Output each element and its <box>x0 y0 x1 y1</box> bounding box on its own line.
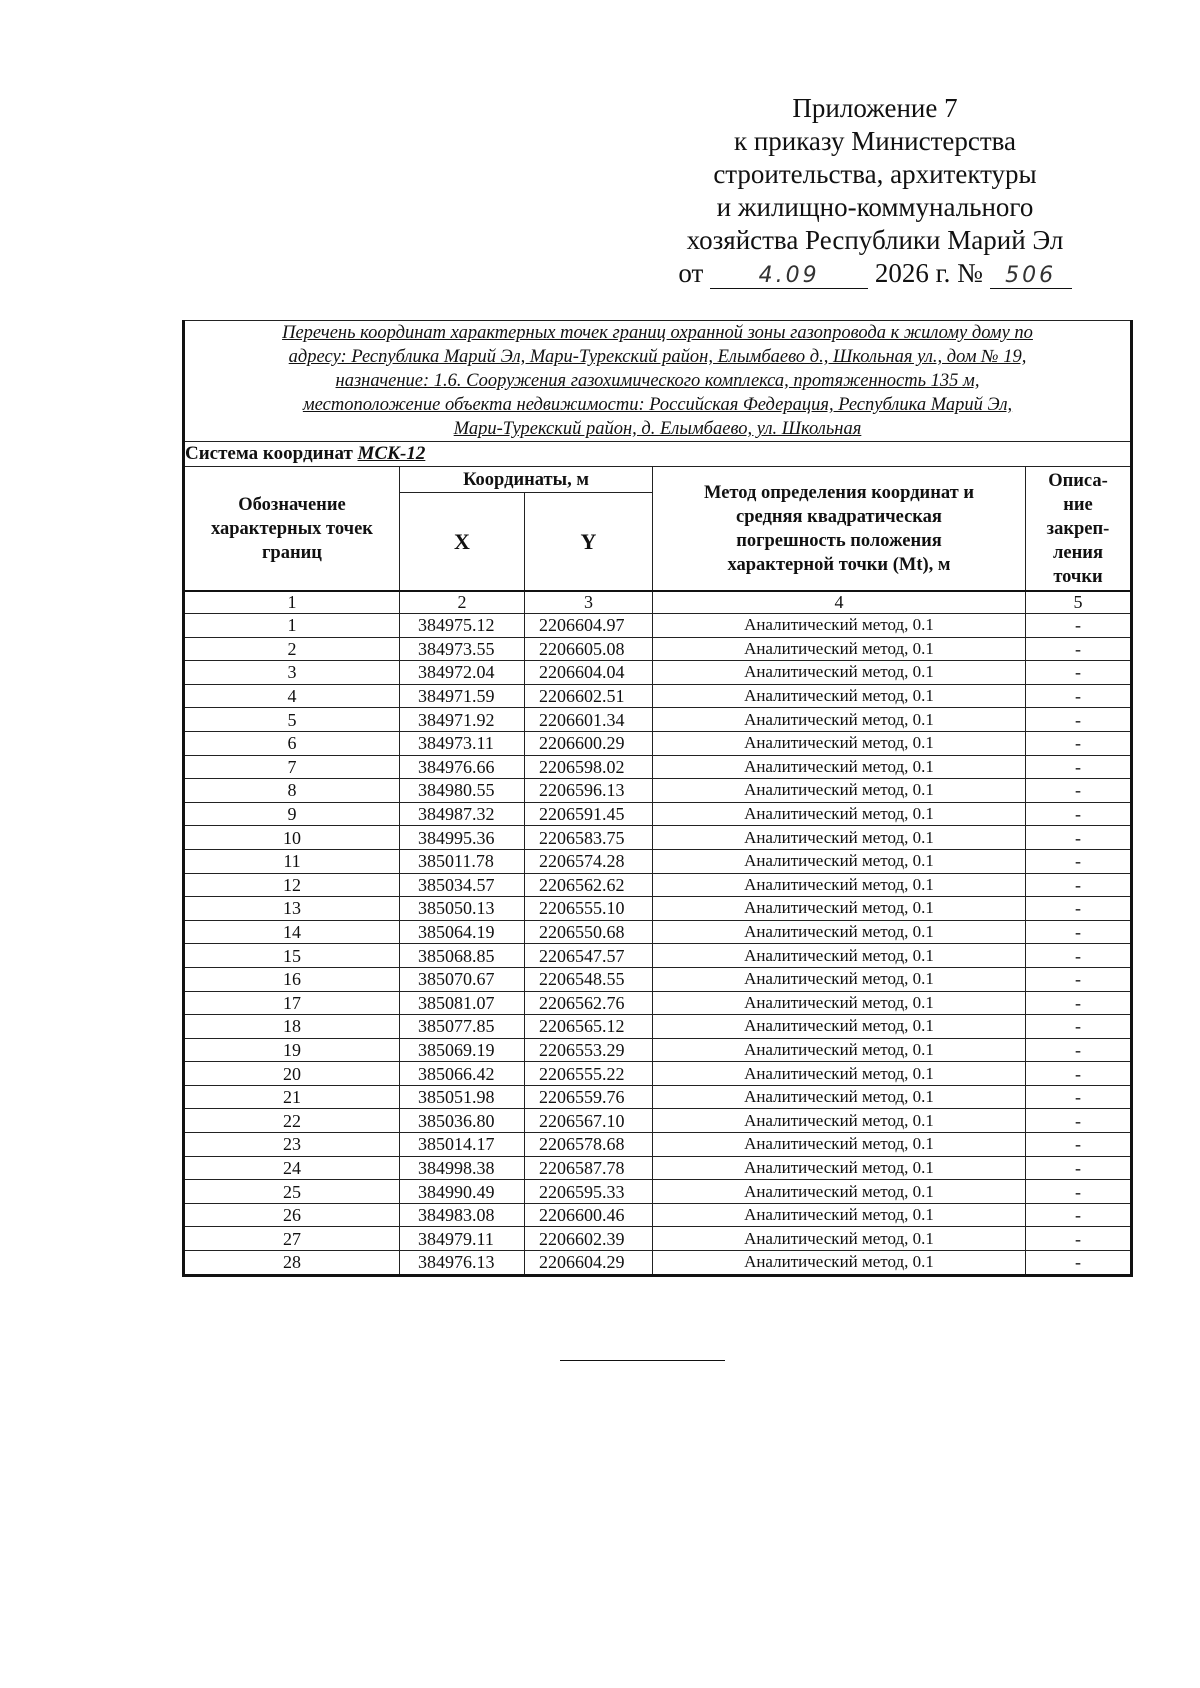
x-coordinate-cell: 385066.42 <box>400 1062 525 1086</box>
table-row <box>184 1109 1132 1133</box>
header-point-designation: Обозначение характерных точек границ <box>184 467 400 592</box>
table-row <box>184 920 1132 944</box>
description-cell: - <box>1026 731 1132 755</box>
method-cell: Аналитический метод, 0.1 <box>653 920 1026 944</box>
point-number-cell: 25 <box>184 1180 400 1204</box>
x-coordinate-cell: 385014.17 <box>400 1133 525 1157</box>
method-cell: Аналитический метод, 0.1 <box>653 1109 1026 1133</box>
description-cell: - <box>1026 826 1132 850</box>
x-coordinate-cell: 385077.85 <box>400 1015 525 1039</box>
x-coordinate-cell: 384972.04 <box>400 661 525 685</box>
description-cell: - <box>1026 967 1132 991</box>
x-coordinate-cell: 384998.38 <box>400 1156 525 1180</box>
point-number-cell: 7 <box>184 755 400 779</box>
method-cell: Аналитический метод, 0.1 <box>653 849 1026 873</box>
method-cell: Аналитический метод, 0.1 <box>653 755 1026 779</box>
description-cell: - <box>1026 1062 1132 1086</box>
table-row <box>184 1203 1132 1227</box>
table-row <box>184 1062 1132 1086</box>
table-title-line: адресу: Республика Марий Эл, Мари-Турекский район, Елымбаево д., Школьная ул., дом № 19, <box>288 347 1027 367</box>
x-coordinate-cell: 385068.85 <box>400 944 525 968</box>
y-coordinate-cell: 2206565.12 <box>525 1015 653 1039</box>
column-number: 4 <box>653 591 1026 614</box>
method-cell: Аналитический метод, 0.1 <box>653 1227 1026 1251</box>
table-row <box>184 897 1132 921</box>
method-cell: Аналитический метод, 0.1 <box>653 731 1026 755</box>
y-coordinate-cell: 2206555.10 <box>525 897 653 921</box>
table-row <box>184 637 1132 661</box>
description-cell: - <box>1026 1038 1132 1062</box>
ministry-line-3: хозяйства Республики Марий Эл <box>686 225 1064 255</box>
method-cell: Аналитический метод, 0.1 <box>653 1133 1026 1157</box>
x-coordinate-cell: 385070.67 <box>400 967 525 991</box>
description-cell: - <box>1026 897 1132 921</box>
point-number-cell: 17 <box>184 991 400 1015</box>
method-cell: Аналитический метод, 0.1 <box>653 1156 1026 1180</box>
description-cell: - <box>1026 1251 1132 1276</box>
table-row <box>184 779 1132 803</box>
handwritten-date: 4.09 <box>758 263 820 288</box>
method-cell: Аналитический метод, 0.1 <box>653 708 1026 732</box>
x-coordinate-cell: 384990.49 <box>400 1180 525 1204</box>
method-cell: Аналитический метод, 0.1 <box>653 873 1026 897</box>
method-cell: Аналитический метод, 0.1 <box>653 826 1026 850</box>
point-number-cell: 13 <box>184 897 400 921</box>
description-cell: - <box>1026 920 1132 944</box>
point-number-cell: 15 <box>184 944 400 968</box>
method-cell: Аналитический метод, 0.1 <box>653 779 1026 803</box>
description-cell: - <box>1026 802 1132 826</box>
ministry-line-2: и жилищно-коммунального <box>716 192 1034 222</box>
point-number-cell: 14 <box>184 920 400 944</box>
point-number-cell: 21 <box>184 1085 400 1109</box>
table-title-line: назначение: 1.6. Сооружения газохимического комплекса, протяженность 135 м, <box>335 371 980 391</box>
point-number-cell: 26 <box>184 1203 400 1227</box>
y-coordinate-cell: 2206598.02 <box>525 755 653 779</box>
y-coordinate-cell: 2206562.76 <box>525 991 653 1015</box>
description-cell: - <box>1026 1133 1132 1157</box>
method-cell: Аналитический метод, 0.1 <box>653 944 1026 968</box>
point-number-cell: 23 <box>184 1133 400 1157</box>
table-row <box>184 1156 1132 1180</box>
y-coordinate-cell: 2206567.10 <box>525 1109 653 1133</box>
y-coordinate-cell: 2206553.29 <box>525 1038 653 1062</box>
date-prefix: от <box>678 258 704 288</box>
table-row <box>184 731 1132 755</box>
header-method: Метод определения координат и средняя квадратическая погрешность положения характерной точки (Mt), м <box>653 467 1026 592</box>
y-coordinate-cell: 2206591.45 <box>525 802 653 826</box>
appendix-title: Приложение 7 <box>792 93 958 123</box>
y-coordinate-cell: 2206562.62 <box>525 873 653 897</box>
method-cell: Аналитический метод, 0.1 <box>653 614 1026 638</box>
table-row <box>184 1038 1132 1062</box>
y-coordinate-cell: 2206596.13 <box>525 779 653 803</box>
x-coordinate-cell: 385034.57 <box>400 873 525 897</box>
end-of-document-rule <box>560 1360 725 1361</box>
table-title-line: местоположение объекта недвижимости: Российская Федерация, Республика Марий Эл, <box>302 395 1013 415</box>
point-number-cell: 9 <box>184 802 400 826</box>
coordinate-system-row <box>184 442 1132 467</box>
x-coordinate-cell: 384983.08 <box>400 1203 525 1227</box>
method-cell: Аналитический метод, 0.1 <box>653 661 1026 685</box>
y-coordinate-cell: 2206583.75 <box>525 826 653 850</box>
table-row <box>184 967 1132 991</box>
order-reference-line: к приказу Министерства <box>733 126 1017 156</box>
description-cell: - <box>1026 1227 1132 1251</box>
method-cell: Аналитический метод, 0.1 <box>653 1062 1026 1086</box>
point-number-cell: 28 <box>184 1251 400 1276</box>
table-row <box>184 826 1132 850</box>
header-description: Описа- ние закреп- ления точки <box>1026 467 1132 592</box>
description-cell: - <box>1026 944 1132 968</box>
method-cell: Аналитический метод, 0.1 <box>653 802 1026 826</box>
y-coordinate-cell: 2206587.78 <box>525 1156 653 1180</box>
point-number-cell: 24 <box>184 1156 400 1180</box>
point-number-cell: 16 <box>184 967 400 991</box>
method-cell: Аналитический метод, 0.1 <box>653 1015 1026 1039</box>
coordinate-system-label: Система координат <box>185 443 353 464</box>
point-number-cell: 3 <box>184 661 400 685</box>
table-row <box>184 661 1132 685</box>
point-number-cell: 2 <box>184 637 400 661</box>
point-number-cell: 10 <box>184 826 400 850</box>
point-number-cell: 19 <box>184 1038 400 1062</box>
table-title-line: Мари-Турекский район, д. Елымбаево, ул. Школьная <box>453 419 862 439</box>
table-row <box>184 1133 1132 1157</box>
y-coordinate-cell: 2206574.28 <box>525 849 653 873</box>
table-row <box>184 802 1132 826</box>
method-cell: Аналитический метод, 0.1 <box>653 637 1026 661</box>
column-number: 1 <box>184 591 400 614</box>
point-number-cell: 27 <box>184 1227 400 1251</box>
y-coordinate-cell: 2206555.22 <box>525 1062 653 1086</box>
coordinates-table <box>182 320 1133 1277</box>
method-cell: Аналитический метод, 0.1 <box>653 1085 1026 1109</box>
number-blank <box>990 261 1072 289</box>
point-number-cell: 1 <box>184 614 400 638</box>
point-number-cell: 20 <box>184 1062 400 1086</box>
y-coordinate-cell: 2206601.34 <box>525 708 653 732</box>
column-number: 5 <box>1026 591 1132 614</box>
x-coordinate-cell: 385036.80 <box>400 1109 525 1133</box>
x-coordinate-cell: 385081.07 <box>400 991 525 1015</box>
table-title <box>184 321 1132 442</box>
description-cell: - <box>1026 1156 1132 1180</box>
coordinate-rows <box>184 614 1132 1276</box>
x-coordinate-cell: 385051.98 <box>400 1085 525 1109</box>
x-coordinate-cell: 384971.92 <box>400 708 525 732</box>
description-cell: - <box>1026 873 1132 897</box>
description-cell: - <box>1026 684 1132 708</box>
y-coordinate-cell: 2206559.76 <box>525 1085 653 1109</box>
point-number-cell: 4 <box>184 684 400 708</box>
column-number: 3 <box>525 591 653 614</box>
description-cell: - <box>1026 849 1132 873</box>
x-coordinate-cell: 385064.19 <box>400 920 525 944</box>
table-row <box>184 873 1132 897</box>
point-number-cell: 22 <box>184 1109 400 1133</box>
handwritten-order-number: 506 <box>1005 263 1057 288</box>
y-coordinate-cell: 2206605.08 <box>525 637 653 661</box>
table-row <box>184 1015 1132 1039</box>
x-coordinate-cell: 384973.55 <box>400 637 525 661</box>
description-cell: - <box>1026 991 1132 1015</box>
table-row <box>184 1251 1132 1276</box>
x-coordinate-cell: 384979.11 <box>400 1227 525 1251</box>
point-number-cell: 11 <box>184 849 400 873</box>
description-cell: - <box>1026 1180 1132 1204</box>
method-cell: Аналитический метод, 0.1 <box>653 897 1026 921</box>
table-row <box>184 1180 1132 1204</box>
table-row <box>184 684 1132 708</box>
y-coordinate-cell: 2206604.29 <box>525 1251 653 1276</box>
x-coordinate-cell: 384980.55 <box>400 779 525 803</box>
description-cell: - <box>1026 661 1132 685</box>
x-coordinate-cell: 384971.59 <box>400 684 525 708</box>
description-cell: - <box>1026 1085 1132 1109</box>
description-cell: - <box>1026 1109 1132 1133</box>
method-cell: Аналитический метод, 0.1 <box>653 991 1026 1015</box>
description-cell: - <box>1026 755 1132 779</box>
description-cell: - <box>1026 1015 1132 1039</box>
header-coordinates: Координаты, м <box>400 467 653 493</box>
appendix-header <box>640 92 1110 290</box>
order-date-line <box>640 257 1110 290</box>
x-coordinate-cell: 384976.66 <box>400 755 525 779</box>
ministry-line-1: строительства, архитектуры <box>713 159 1037 189</box>
method-cell: Аналитический метод, 0.1 <box>653 1180 1026 1204</box>
description-cell: - <box>1026 708 1132 732</box>
x-coordinate-cell: 385011.78 <box>400 849 525 873</box>
point-number-cell: 12 <box>184 873 400 897</box>
point-number-cell: 18 <box>184 1015 400 1039</box>
y-coordinate-cell: 2206602.51 <box>525 684 653 708</box>
method-cell: Аналитический метод, 0.1 <box>653 1038 1026 1062</box>
y-coordinate-cell: 2206600.29 <box>525 731 653 755</box>
table-row <box>184 1227 1132 1251</box>
y-coordinate-cell: 2206578.68 <box>525 1133 653 1157</box>
y-coordinate-cell: 2206547.57 <box>525 944 653 968</box>
table-row <box>184 708 1132 732</box>
y-coordinate-cell: 2206600.46 <box>525 1203 653 1227</box>
x-coordinate-cell: 384987.32 <box>400 802 525 826</box>
y-coordinate-cell: 2206604.97 <box>525 614 653 638</box>
description-cell: - <box>1026 614 1132 638</box>
y-coordinate-cell: 2206548.55 <box>525 967 653 991</box>
table-row <box>184 944 1132 968</box>
table-row <box>184 755 1132 779</box>
column-number: 2 <box>400 591 525 614</box>
x-coordinate-cell: 384995.36 <box>400 826 525 850</box>
header-y: Y <box>525 493 653 592</box>
y-coordinate-cell: 2206550.68 <box>525 920 653 944</box>
table-row <box>184 849 1132 873</box>
point-number-cell: 6 <box>184 731 400 755</box>
y-coordinate-cell: 2206595.33 <box>525 1180 653 1204</box>
date-blank <box>710 261 868 289</box>
description-cell: - <box>1026 637 1132 661</box>
year-and-number-label: 2026 г. № <box>874 258 983 288</box>
y-coordinate-cell: 2206602.39 <box>525 1227 653 1251</box>
table-title-line: Перечень координат характерных точек границ охранной зоны газопровода к жилому дому по <box>282 323 1033 343</box>
x-coordinate-cell: 384975.12 <box>400 614 525 638</box>
column-number-row <box>184 591 1132 614</box>
method-cell: Аналитический метод, 0.1 <box>653 684 1026 708</box>
header-x: X <box>400 493 525 592</box>
method-cell: Аналитический метод, 0.1 <box>653 967 1026 991</box>
x-coordinate-cell: 385050.13 <box>400 897 525 921</box>
method-cell: Аналитический метод, 0.1 <box>653 1251 1026 1276</box>
y-coordinate-cell: 2206604.04 <box>525 661 653 685</box>
table-row <box>184 1085 1132 1109</box>
coordinate-system-value: МСК-12 <box>357 443 426 464</box>
x-coordinate-cell: 385069.19 <box>400 1038 525 1062</box>
point-number-cell: 8 <box>184 779 400 803</box>
table-row <box>184 614 1132 638</box>
x-coordinate-cell: 384973.11 <box>400 731 525 755</box>
point-number-cell: 5 <box>184 708 400 732</box>
table-row <box>184 991 1132 1015</box>
x-coordinate-cell: 384976.13 <box>400 1251 525 1276</box>
method-cell: Аналитический метод, 0.1 <box>653 1203 1026 1227</box>
description-cell: - <box>1026 1203 1132 1227</box>
description-cell: - <box>1026 779 1132 803</box>
